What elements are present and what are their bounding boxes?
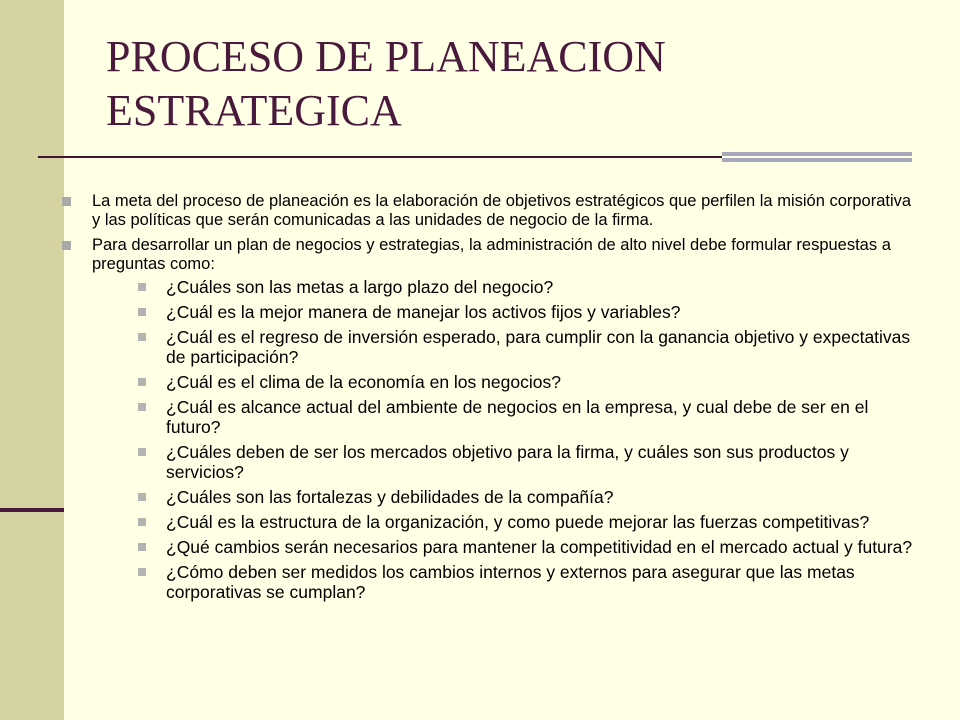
slide-content: [62, 192, 922, 608]
bullet-text: La meta del proceso de planeación es la elaboración de objetivos estratégicos que perfilen la misión corporativa y las políticas que serán comunicadas a las unidades de negocio de la firma.: [92, 192, 912, 229]
square-bullet-icon: [62, 241, 71, 250]
title-divider-accent: [722, 152, 912, 162]
bullet-item: [62, 192, 922, 230]
question-text: ¿Qué cambios serán necesarios para mantener la competitividad en el mercado actual y futura?: [166, 537, 913, 557]
bullet-item: [62, 236, 922, 602]
question-item: [122, 562, 922, 602]
question-item: [122, 327, 922, 367]
square-bullet-icon: [138, 543, 146, 551]
question-text: ¿Cuál es alcance actual del ambiente de negocios en la empresa, y cual debe de ser en el futuro?: [166, 397, 869, 437]
question-item: [122, 302, 922, 322]
question-item: [122, 537, 922, 557]
question-list: [92, 277, 922, 602]
question-item: [122, 277, 922, 297]
square-bullet-icon: [138, 403, 146, 411]
square-bullet-icon: [138, 333, 146, 341]
question-item: [122, 512, 922, 532]
slide-title: PROCESO DE PLANEACION ESTRATEGICA: [106, 32, 666, 135]
square-bullet-icon: [138, 518, 146, 526]
square-bullet-icon: [138, 308, 146, 316]
question-text: ¿Cuál es la mejor manera de manejar los activos fijos y variables?: [166, 302, 681, 322]
question-text: ¿Cuál es el regreso de inversión esperado, para cumplir con la ganancia objetivo y expectativas de participación?: [166, 327, 911, 367]
question-text: ¿Cuáles deben de ser los mercados objetivo para la firma, y cuáles son sus productos y servicios?: [166, 442, 849, 482]
square-bullet-icon: [138, 448, 146, 456]
square-bullet-icon: [138, 493, 146, 501]
question-text: ¿Cuáles son las metas a largo plazo del negocio?: [166, 277, 554, 297]
question-text: ¿Cuál es el clima de la economía en los negocios?: [166, 372, 561, 392]
bullet-text: Para desarrollar un plan de negocios y estrategias, la administración de alto nivel debe formular respuestas a preguntas como:: [92, 236, 891, 273]
title-divider: [38, 156, 722, 158]
question-text: ¿Cuáles son las fortalezas y debilidades de la compañía?: [166, 487, 614, 507]
question-item: [122, 372, 922, 392]
question-text: ¿Cuál es la estructura de la organización, y como puede mejorar las fuerzas competitivas?: [166, 512, 870, 532]
question-item: [122, 487, 922, 507]
square-bullet-icon: [138, 378, 146, 386]
sidebar-accent-line: [0, 508, 64, 512]
square-bullet-icon: [138, 283, 146, 291]
question-item: [122, 442, 922, 482]
left-sidebar-band: [0, 0, 64, 720]
question-text: ¿Cómo deben ser medidos los cambios internos y externos para asegurar que las metas corporativas se cumplan?: [166, 562, 855, 602]
square-bullet-icon: [138, 568, 146, 576]
question-item: [122, 397, 922, 437]
square-bullet-icon: [62, 197, 71, 206]
